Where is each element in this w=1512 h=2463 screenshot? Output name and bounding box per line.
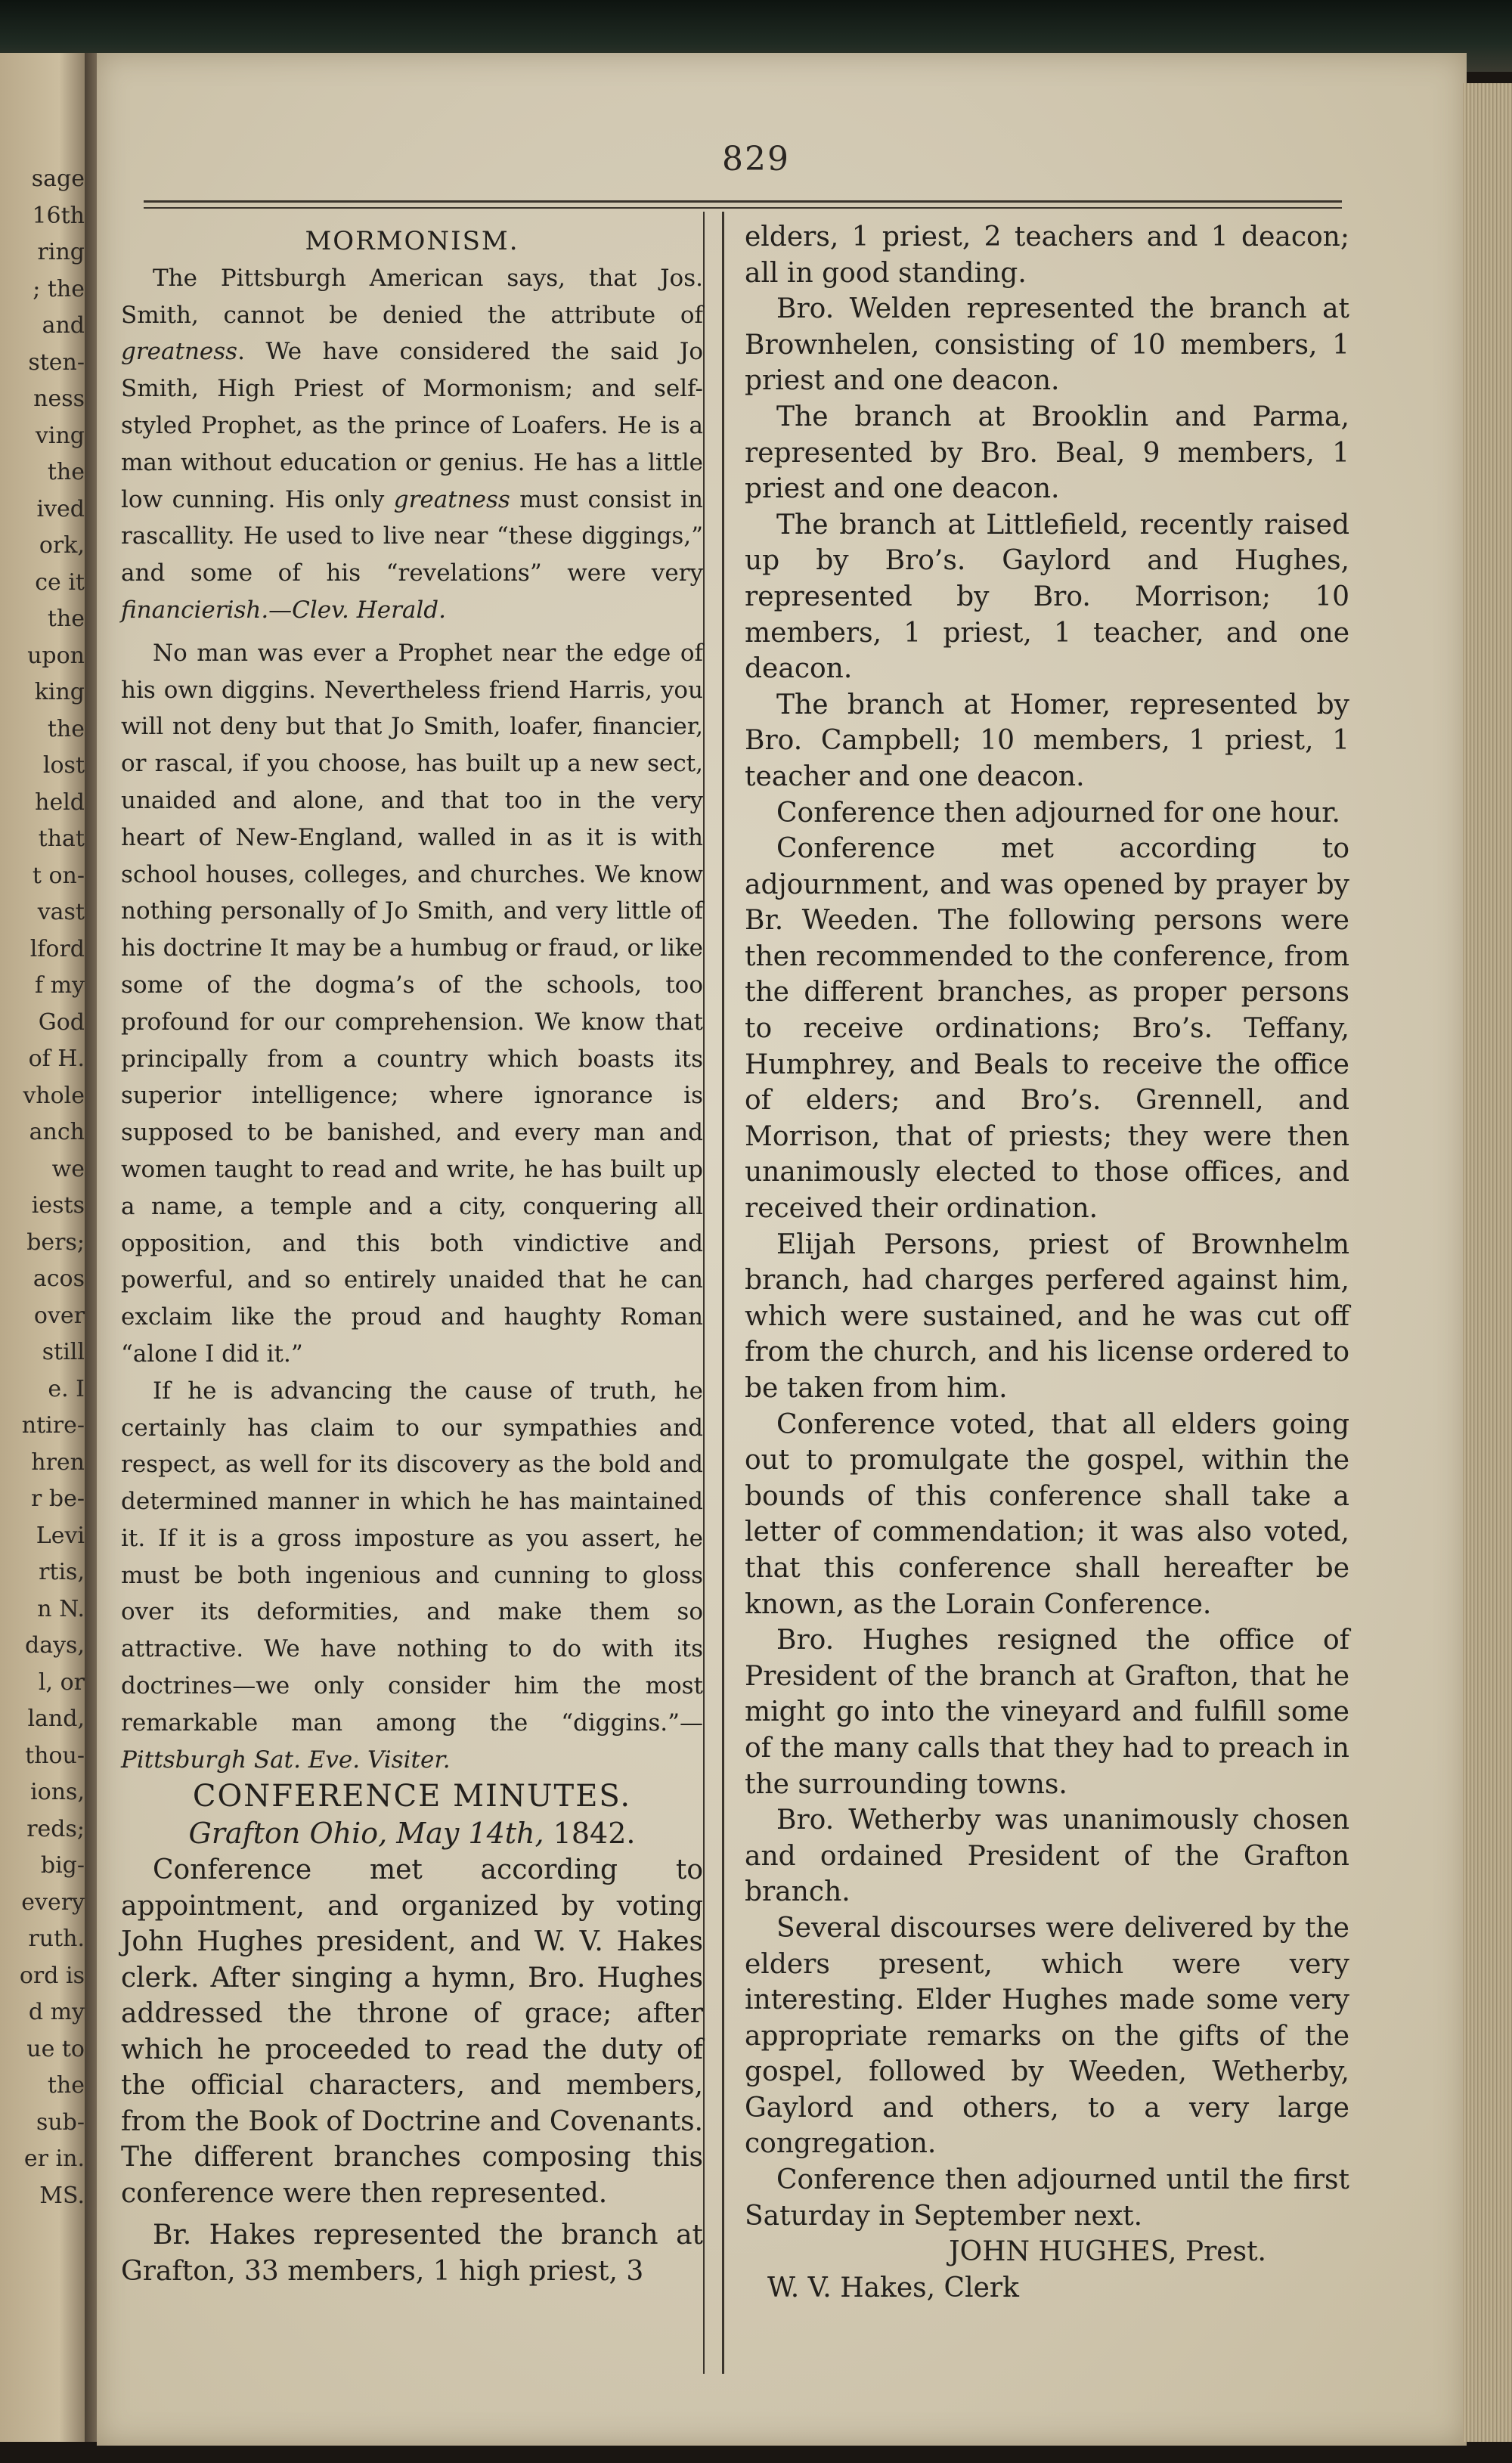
facing-page-fragment: reds; <box>26 1815 85 1842</box>
article-paragraph: The branch at Homer, represented by Bro. Campbell; 10 members, 1 priest, 1 teacher and one deacon. <box>745 689 1349 792</box>
facing-page-fragment: sten- <box>28 349 85 376</box>
left-column <box>121 223 703 2289</box>
facing-page-fragment: the <box>47 715 85 742</box>
article-paragraph: Bro. Hughes resigned the office of President of the branch at Grafton, that he might go into the vineyard and fulfill some of the many calls that they had to preach in the surrounding towns. <box>745 1625 1349 1800</box>
facing-page-fragment: vhole <box>23 1082 85 1109</box>
facing-page-fragment: ork, <box>39 532 85 559</box>
signature-president: JOHN HUGHES, Prest. <box>949 2236 1266 2268</box>
facing-page-fragment: MS. <box>39 2182 85 2209</box>
facing-page-fragment: thou- <box>25 1742 85 1769</box>
facing-page-fragment: ness <box>33 386 85 412</box>
article-paragraph: Conference met according to appointment, and organized by voting John Hughes president, and W. V. Hakes clerk. After singing a hymn, Bro. Hughes addressed the throne of grace; after which he proceeded to read the duty of the official characters, and members, from the Book of Doctrine and Covenants. The different branches composing this conference were then represented. <box>121 1854 703 2209</box>
column-divider-left <box>703 212 705 2374</box>
article-paragraph: No man was ever a Prophet near the edge of his own diggins. Nevertheless friend Harris, you will not deny but that Jo Smith, loafer, financier, or rascal, if you choose, has built up a new sect, unaided and alone, and that too in the very heart of New-England, walled in as it is with school houses, colleges, and churches. We know nothing personally of Jo Smith, and very little of his doctrine It may be a humbug or fraud, or like some of the dogma’s of the schools, too profound for our comprehension. We know that principally from a country which boasts its superior intelligence; where ignorance is supposed to be banished, and every man and women taught to read and write, he has built up a name, a temple and a city, conquering all opposition, and this both vindictive and powerful, and so entirely unaided that he can exclaim like the proud and haughty Roman “alone I did it.” <box>121 639 703 1368</box>
facing-page-fragment: acos <box>33 1266 85 1292</box>
header-rule <box>144 200 1342 209</box>
dateline-place: Grafton Ohio, May 14th, <box>188 1817 544 1851</box>
article-paragraph: Conference then adjourned until the first Saturday in September next. <box>745 2164 1349 2232</box>
facing-page-fragment: f my <box>34 972 85 999</box>
facing-page-fragment: iests <box>31 1192 85 1219</box>
page-number: 829 <box>722 140 790 178</box>
facing-page-edge <box>0 53 85 2442</box>
facing-page-fragment: anch <box>29 1119 85 1145</box>
dateline <box>121 1815 703 1852</box>
article-paragraph: Conference voted, that all elders going out to promulgate the gospel, within the bounds of this conference shall take a letter of commendation; it was also voted, that this conference shall hereafter be known, as the Lorain Conference. <box>745 1408 1349 1620</box>
column-divider-right <box>722 212 724 2374</box>
facing-page-fragment: still <box>42 1339 85 1365</box>
facing-page-fragment: t on- <box>32 862 85 889</box>
facing-page-fragment: ring <box>37 239 85 265</box>
facing-page-fragment: rtis, <box>39 1559 85 1585</box>
facing-page-fragment: bers; <box>26 1228 85 1256</box>
facing-page-fragment: l, or <box>38 1668 85 1696</box>
facing-page-fragment: lford <box>29 935 85 962</box>
facing-page-fragment: ions, <box>30 1779 85 1805</box>
article-paragraph: The branch at Littlefield, recently raised up by Bro’s. Gaylord and Hughes, represented by Bro. Morrison; 10 members, 1 priest, 1 teacher, and one deacon. <box>745 509 1349 685</box>
facing-page-fragment: e. I <box>48 1375 85 1402</box>
article-paragraph <box>121 1373 703 1779</box>
source-citation: financierish.—Clev. Herald. <box>121 596 446 624</box>
facing-page-fragment: God <box>38 1008 85 1036</box>
facing-page-fragment: r be- <box>31 1486 85 1512</box>
facing-page-fragment: the <box>47 2072 85 2099</box>
facing-page-fragment: er in. <box>23 2145 85 2172</box>
dateline-year: 1842. <box>553 1817 636 1851</box>
facing-page-fragment: 16th <box>32 202 85 229</box>
facing-page-fragment: big- <box>40 1852 85 1879</box>
italic-text: greatness <box>121 338 238 366</box>
article-paragraph: Conference then adjourned for one hour. <box>776 797 1340 829</box>
facing-page-fragment: ue to <box>26 2035 85 2062</box>
facing-page-fragment: sage <box>31 166 85 192</box>
article-paragraph: Bro. Welden represented the branch at Brownhelen, consisting of 10 members, 1 priest and one deacon. <box>745 293 1349 397</box>
article-heading-mormonism: MORMONISM. <box>305 226 519 256</box>
paragraph-text: If he is advancing the cause of truth, he certainly has claim to our sympathies and respect, as well for its discovery as the bold and determined manner in which he has maintained it. If it is a gross imposture as you assert, he must be both ingenious and cunning to gloss over its deformities, and make them so attractive. We have nothing to do with its doctrines—we only consider him the most remarkable man among the “diggins.”— <box>121 1377 703 1736</box>
page-stack-edge <box>1463 83 1512 2442</box>
facing-page-fragment: ruth. <box>28 1925 85 1952</box>
italic-text: greatness <box>393 485 510 513</box>
facing-page-fragment: of H. <box>28 1046 85 1072</box>
article-paragraph: Several discourses were delivered by the elders present, which were very interesting. Elder Hughes made some very appropriate remarks on the gifts of the gospel, followed by Weeden, Wetherby, Gaylord and others, to a very large congregation. <box>745 1912 1349 2160</box>
facing-page-fragment: Levi <box>36 1522 85 1549</box>
facing-page-fragment: the <box>47 459 85 485</box>
facing-page-fragment: land, <box>27 1706 85 1732</box>
article-paragraph: Conference met according to adjournment, and was opened by prayer by Br. Weeden. The following persons were then recommended to the conference, from the different branches, as proper persons to receive ordinations; Bro’s. Teffany, Humphrey, and Beals to receive the office of elders; and Bro’s. Grennell, and Morrison, that of priests; they were then unanimously elected to those offices, and received their ordination. <box>745 833 1349 1225</box>
facing-page-fragment: sub- <box>36 2108 85 2136</box>
facing-page-fragment: over <box>33 1302 85 1329</box>
facing-page-fragment: every <box>21 1888 85 1916</box>
facing-page-fragment: and <box>42 312 85 339</box>
facing-page-fragment: ntire- <box>21 1412 85 1439</box>
source-citation: Pittsburgh Sat. Eve. Visiter. <box>121 1746 451 1774</box>
facing-page-fragment: hren <box>31 1448 85 1476</box>
conference-left <box>121 1852 703 2289</box>
article-paragraph: The branch at Brooklin and Parma, represented by Bro. Beal, 9 members, 1 priest and one deacon. <box>745 401 1349 505</box>
facing-page-fragment: ord is <box>19 1962 85 1989</box>
facing-page-fragment: n N. <box>37 1595 85 1622</box>
facing-page-fragment: ving <box>35 422 85 449</box>
article-paragraph: elders, 1 priest, 2 teachers and 1 deacon; all in good standing. <box>745 222 1349 289</box>
facing-page-fragment: d my <box>28 1999 85 2025</box>
facing-page-fragment: held <box>35 788 85 816</box>
facing-page-fragment: ce it <box>35 569 85 596</box>
facing-page-fragment: that <box>38 826 85 852</box>
paragraph-text: . We have considered the said Jo Smith, High Priest of Mormonism; and self-styled Prophet, as the prince of Loafers. He is a man without education or genius. He has a little low cunning. His only <box>121 338 703 513</box>
article-paragraph: Bro. Wetherby was unanimously chosen and ordained President of the Grafton branch. <box>745 1805 1349 1908</box>
article-paragraph <box>121 260 703 629</box>
facing-page-fragment: upon <box>27 642 85 669</box>
paragraph-text: must consist in rascallity. He used to live near “these diggings,” and some of his “revelations” were very <box>121 485 703 587</box>
signature-clerk: W. V. Hakes, Clerk <box>767 2272 1019 2303</box>
paragraph-text: The Pittsburgh American says, that Jos. Smith, cannot be denied the attribute of <box>121 264 703 329</box>
facing-page-fragment: the <box>47 606 85 632</box>
article-paragraph: Br. Hakes represented the branch at Grafton, 33 members, 1 high priest, 3 <box>121 2220 703 2287</box>
article-paragraph: Elijah Persons, priest of Brownhelm branch, had charges perfered against him, which were sustained, and he was cut off from the church, and his license ordered to be taken from him. <box>745 1228 1349 1404</box>
facing-page-fragment: vast <box>37 899 85 925</box>
facing-page-fragment: ived <box>36 495 85 522</box>
right-column <box>745 219 1349 2306</box>
facing-page-fragment: ; the <box>33 275 85 302</box>
facing-page-fragment: lost <box>42 752 85 779</box>
facing-page-fragment: king <box>34 679 85 705</box>
facing-page-fragment: we <box>51 1155 85 1182</box>
facing-page-fragment: days, <box>25 1632 85 1659</box>
article-heading-conference: CONFERENCE MINUTES. <box>192 1779 632 1814</box>
